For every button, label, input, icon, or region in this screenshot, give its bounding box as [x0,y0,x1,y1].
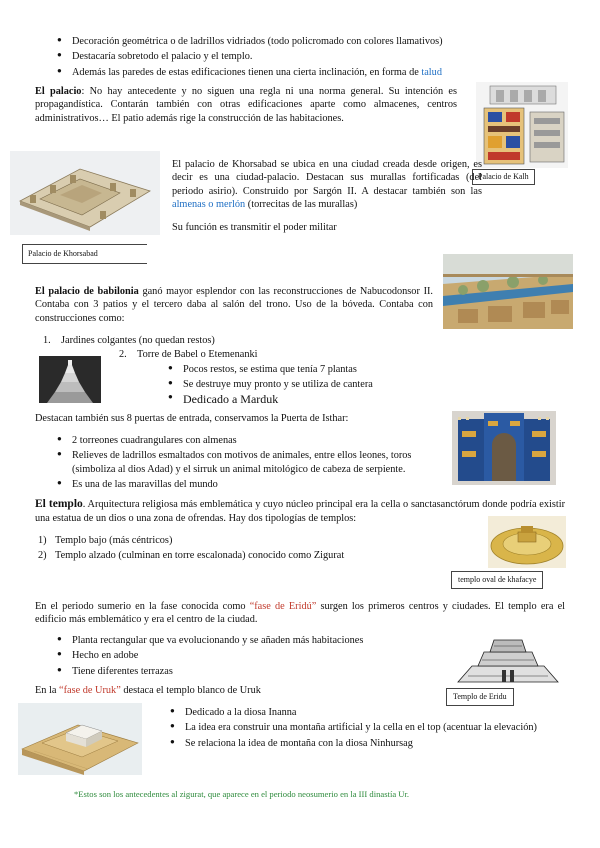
uruk-paragraph: En la “fase de Uruk” destaca el templo blanco de Uruk [35,685,261,696]
list-item: ● Además las paredes de estas edificaciones tienen una cierta inclinación, en forma de talud [57,65,442,78]
templo-types-list [38,534,345,563]
ishtar-gate-image [452,411,556,485]
list-item: ● Se relaciona la idea de montaña con la diosa Ninhursag [170,736,413,749]
list-item: ● Destacaría sobretodo el palacio y el templo. [57,50,253,63]
list-item: ● Se destruye muy pronto y se utiliza de cantera [168,378,373,391]
top-bullet-list [57,35,572,79]
babilonia-item-2: 2. Torre de Babel o Etemenanki [119,349,258,360]
list-item: ● Decoración geométrica o de ladrillos vidriados (todo policromado con colores llamativos) [57,35,443,47]
ishtar-list [57,434,444,492]
palacio-khorsabad-image [10,151,160,235]
list-item: ● Es una de las maravillas del mundo [57,478,218,491]
fase-eridu-term: “fase de Eridú” [249,601,317,612]
templo-heading: El templo [35,498,83,510]
palacio-kalh-caption: Palacio de Kalh [472,169,535,185]
templo-paragraph: El templo. Arquitectura religiosa más emblemática y cuyo núcleo principal era la cella o sanctasanctórum donde podría existir una estatua de un dios o una zona de ofrendas. Hay dos tipologías de templos: [35,498,566,524]
babilonia-paragraph: El palacio de babilonia ganó mayor esplendor con las reconstrucciones de Nabucodonsor II. Contaba con 3 patios y el tercero daba al salón del trono. Uso de la bóveda. Contaba con construcciones como: [35,286,434,324]
khorsabad-paragraph: El palacio de Khorsabad se ubica en una ciudad creada desde origen, es decir es una ciudad-palacio. Destacan sus murallas fortificadas (del periodo asirio). Construido por Sargón II. A destacar también son las almenas o merlón (torrecitas de las murallas) [172,159,482,211]
fase-uruk-term: “fase de Uruk” [59,685,121,696]
babilonia-item-1: 1. Jardines colgantes (no quedan restos) [43,335,215,346]
babilonia-heading: El palacio de babilonia [35,286,139,297]
templo-eridu-caption: Templo de Eridu [446,688,514,706]
list-item: ● Planta rectangular que va evolucionando y se añaden más habitaciones [57,634,364,646]
list-item: ● Dedicado a la diosa Inanna [170,706,297,718]
list-item: ● La idea era construir una montaña artificial y la cella en el top (acentuar la elevación) [170,721,537,734]
list-item: ● 2 torreones cuadrangulares con almenas [57,434,237,446]
palacio-paragraph: El palacio: No hay antecedente y no siguen una regla ni una norma general. Su intención es propagandística. Contarán también con otras edificaciones aparte como almacenes, centros administrativos… El patio además rige la construcción de las habitaciones. [35,86,457,124]
list-item: ● Tiene diferentes terrazas [57,664,173,677]
khorsabad-funcion: Su función es transmitir el poder militar [172,222,337,233]
templo-eridu-image [448,632,568,686]
palacio-khorsabad-caption: Palacio de Khorsabad [22,244,147,264]
list-item: ● Pocos restos, se estima que tenía 7 plantas [168,363,357,375]
templo-blanco-uruk-image [18,703,142,775]
etemenanki-sub-list [168,363,423,407]
list-item: 1) Templo bajo (más céntricos) [38,535,173,546]
templo-khafaje-image [488,516,566,568]
puertas-paragraph: Destacan también sus 8 puertas de entrada, conservamos la Puerta de Isthar: [35,413,349,424]
list-item: ● Dedicado a Marduk [168,391,279,406]
list-item: ● Hecho en adobe [57,649,139,662]
list-item: 2) Templo alzado (culminan en torre escalonada) conocido como Zigurat [38,550,345,562]
etemenanki-image [39,356,101,403]
eridu-paragraph: En el periodo sumerio en la fase conocida como “fase de Eridú” surgen los primeros centros y ciudades. El templo era el edificio más emblemático y era el centro de la ciudad. [35,601,566,626]
babilonia-image [443,254,573,329]
almenas-link[interactable]: almenas o merlón [172,199,246,211]
talud-link[interactable]: talud [421,66,442,78]
eridu-list [57,634,432,678]
templo-khafaje-caption: templo oval de khafacye [451,571,543,589]
footnote: *Estos son los antecedentes al zigurat, que aparece en el periodo neosumerio en la III dinastía Ur. [74,789,410,799]
list-item: ● Relieves de ladrillos esmaltados con motivos de animales, entre ellos leones, toros (simboliza al dios Adad) y el sirruk un animal mitológico de cabeza de serpiente. [57,449,412,475]
uruk-list [151,706,563,750]
palacio-kalh-image [476,82,568,168]
palacio-heading: El palacio [35,86,82,97]
